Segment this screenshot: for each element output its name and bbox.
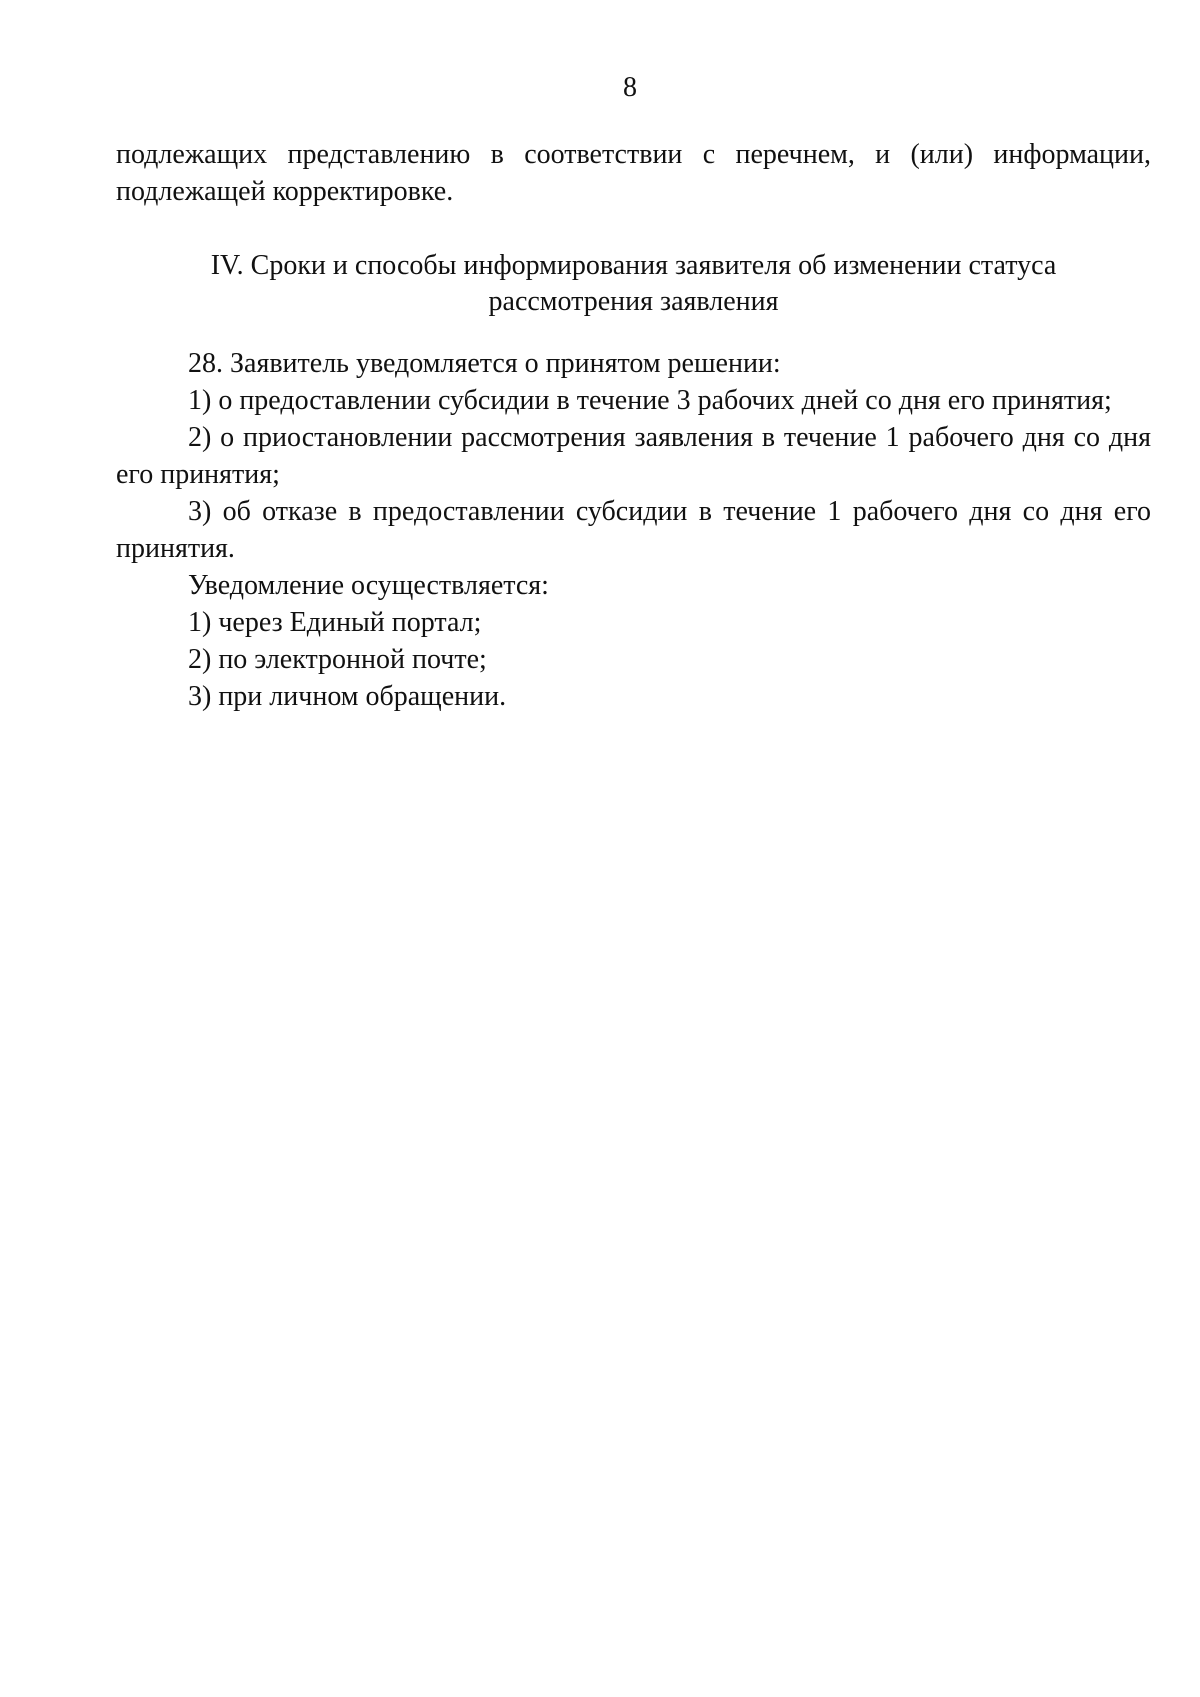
paragraph-clause-28: 28. Заявитель уведомляется о принятом решении: — [188, 348, 781, 379]
paragraph-item-2: 2) о приостановлении рассмотрения заявления в течение 1 рабочего дня со дня его принятия; — [116, 422, 1151, 490]
paragraph-method-2: 2) по электронной почте; — [188, 644, 487, 675]
section-heading-line-2: рассмотрения заявления — [488, 286, 779, 317]
section-heading-line-1: IV. Сроки и способы информирования заявителя об изменении статуса — [210, 250, 1057, 281]
body-text — [116, 345, 1151, 715]
intro-paragraph: подлежащих представлению в соответствии с перечнем, и (или) информации, подлежащей корректировке. — [116, 139, 1151, 207]
page-number: 8 — [623, 72, 637, 103]
paragraph-method-3: 3) при личном обращении. — [188, 681, 507, 712]
paragraph-notification-intro: Уведомление осуществляется: — [188, 570, 549, 601]
paragraph-item-3: 3) об отказе в предоставлении субсидии в течение 1 рабочего дня со дня его принятия. — [116, 496, 1151, 564]
section-heading — [116, 248, 1151, 320]
paragraph-item-1: 1) о предоставлении субсидии в течение 3 рабочих дней со дня его принятия; — [188, 385, 1112, 416]
paragraph-method-1: 1) через Единый портал; — [188, 607, 482, 638]
